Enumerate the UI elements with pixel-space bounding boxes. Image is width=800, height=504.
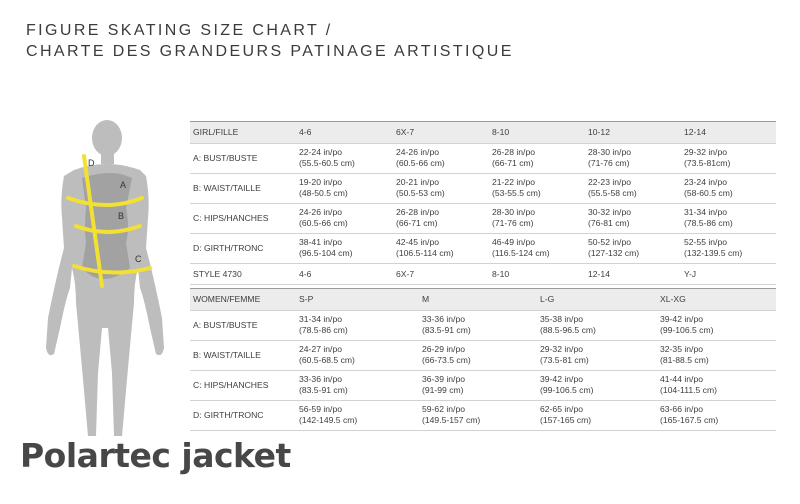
measurement-cell: 33-36 in/po (83.5-91 cm)	[299, 374, 348, 395]
measurement-cell: 24-26 in/po (60.5-66 cm)	[299, 207, 348, 228]
women-table-header	[190, 288, 776, 310]
measurement-cell: 22-23 in/po (55.5-58 cm)	[588, 177, 637, 198]
women-row-bust	[190, 310, 776, 340]
measurement-cell: 46-49 in/po (116.5-124 cm)	[492, 237, 550, 258]
girl-header-size: 6X-7	[396, 127, 415, 137]
girl-table-header	[190, 121, 776, 143]
girl-header-size: 4-6	[299, 127, 312, 137]
measurement-cell: 31-34 in/po (78.5-86 cm)	[299, 314, 348, 335]
row-label: D: GIRTH/TRONC	[193, 410, 264, 420]
measurement-cell: 30-32 in/po (76-81 cm)	[588, 207, 632, 228]
label-b: B	[118, 211, 125, 221]
measurement-cell: 52-55 in/po (132-139.5 cm)	[684, 237, 743, 258]
label-d: D	[88, 158, 95, 168]
measurement-cell: 41-44 in/po (104-111.5 cm)	[660, 374, 717, 395]
girl-row-waist	[190, 173, 776, 203]
measurement-cell: 38-41 in/po (96.5-104 cm)	[299, 237, 353, 258]
measurement-cell: 19-20 in/po (48-50.5 cm)	[299, 177, 348, 198]
measurement-cell: 28-30 in/po (71-76 cm)	[492, 207, 536, 228]
women-header-label: WOMEN/FEMME	[193, 294, 261, 304]
measurement-cell: 21-22 in/po (53-55.5 cm)	[492, 177, 541, 198]
chart-title-french: CHARTE DES GRANDEURS PATINAGE ARTISTIQUE	[26, 43, 514, 60]
measurement-cell: 33-36 in/po (83.5-91 cm)	[422, 314, 471, 335]
girl-row-bust	[190, 143, 776, 173]
product-title: Polartec jacket	[20, 436, 291, 475]
measurement-cell: 59-62 in/po (149.5-157 cm)	[422, 404, 481, 425]
girl-row-girth	[190, 233, 776, 263]
measurement-cell: 26-28 in/po (66-71 cm)	[396, 207, 440, 228]
measurement-cell: 24-27 in/po (60.5-68.5 cm)	[299, 344, 355, 365]
girl-header-size: 12-14	[684, 127, 706, 137]
women-row-waist	[190, 340, 776, 370]
girl-size-table	[190, 121, 776, 285]
women-row-girth	[190, 400, 776, 431]
women-row-hips	[190, 370, 776, 400]
row-label: C: HIPS/HANCHES	[193, 213, 269, 223]
measurement-cell: 26-29 in/po (66-73.5 cm)	[422, 344, 471, 365]
measurement-cell: 29-32 in/po (73.5-81cm)	[684, 147, 731, 168]
row-label: A: BUST/BUSTE	[193, 153, 258, 163]
girl-header-size: 10-12	[588, 127, 610, 137]
girl-row-hips	[190, 203, 776, 233]
women-header-size: M	[422, 294, 430, 304]
style-size: 4-6	[299, 269, 312, 279]
style-label: STYLE 4730	[193, 269, 242, 279]
women-header-size: L-G	[540, 294, 555, 304]
measurement-cell: 24-26 in/po (60.5-66 cm)	[396, 147, 445, 168]
measurement-cell: 63-66 in/po (165-167.5 cm)	[660, 404, 719, 425]
row-label: B: WAIST/TAILLE	[193, 183, 261, 193]
chart-title-english: FIGURE SKATING SIZE CHART /	[26, 22, 333, 39]
measurement-cell: 36-39 in/po (91-99 cm)	[422, 374, 466, 395]
style-row	[190, 263, 776, 285]
measurement-cell: 31-34 in/po (78.5-86 cm)	[684, 207, 733, 228]
girl-header-size: 8-10	[492, 127, 510, 137]
measurement-cell: 29-32 in/po (73.5-81 cm)	[540, 344, 589, 365]
label-c: C	[135, 254, 142, 264]
row-label: C: HIPS/HANCHES	[193, 380, 269, 390]
style-size: 12-14	[588, 269, 610, 279]
measurement-cell: 50-52 in/po (127-132 cm)	[588, 237, 640, 258]
women-header-size: S-P	[299, 294, 314, 304]
style-size: Y-J	[684, 269, 697, 279]
measurement-cell: 22-24 in/po (55.5-60.5 cm)	[299, 147, 355, 168]
measurement-cell: 26-28 in/po (66-71 cm)	[492, 147, 536, 168]
women-size-table	[190, 288, 776, 431]
row-label: A: BUST/BUSTE	[193, 320, 258, 330]
measurement-cell: 39-42 in/po (99-106.5 cm)	[660, 314, 714, 335]
body-measurement-figure	[22, 118, 192, 438]
measurement-cell: 42-45 in/po (106.5-114 cm)	[396, 237, 454, 258]
style-size: 8-10	[492, 269, 510, 279]
measurement-cell: 39-42 in/po (99-106.5 cm)	[540, 374, 594, 395]
row-label: B: WAIST/TAILLE	[193, 350, 261, 360]
measurement-cell: 56-59 in/po (142-149.5 cm)	[299, 404, 358, 425]
women-header-size: XL-XG	[660, 294, 686, 304]
measurement-cell: 62-65 in/po (157-165 cm)	[540, 404, 592, 425]
row-label: D: GIRTH/TRONC	[193, 243, 264, 253]
label-a: A	[120, 180, 127, 190]
measurement-cell: 32-35 in/po (81-88.5 cm)	[660, 344, 709, 365]
measurement-cell: 20-21 in/po (50.5-53 cm)	[396, 177, 445, 198]
girl-header-label: GIRL/FILLE	[193, 127, 239, 137]
measurement-cell: 23-24 in/po (58-60.5 cm)	[684, 177, 733, 198]
measurement-cell: 28-30 in/po (71-76 cm)	[588, 147, 632, 168]
measurement-cell: 35-38 in/po (88.5-96.5 cm)	[540, 314, 596, 335]
style-size: 6X-7	[396, 269, 415, 279]
